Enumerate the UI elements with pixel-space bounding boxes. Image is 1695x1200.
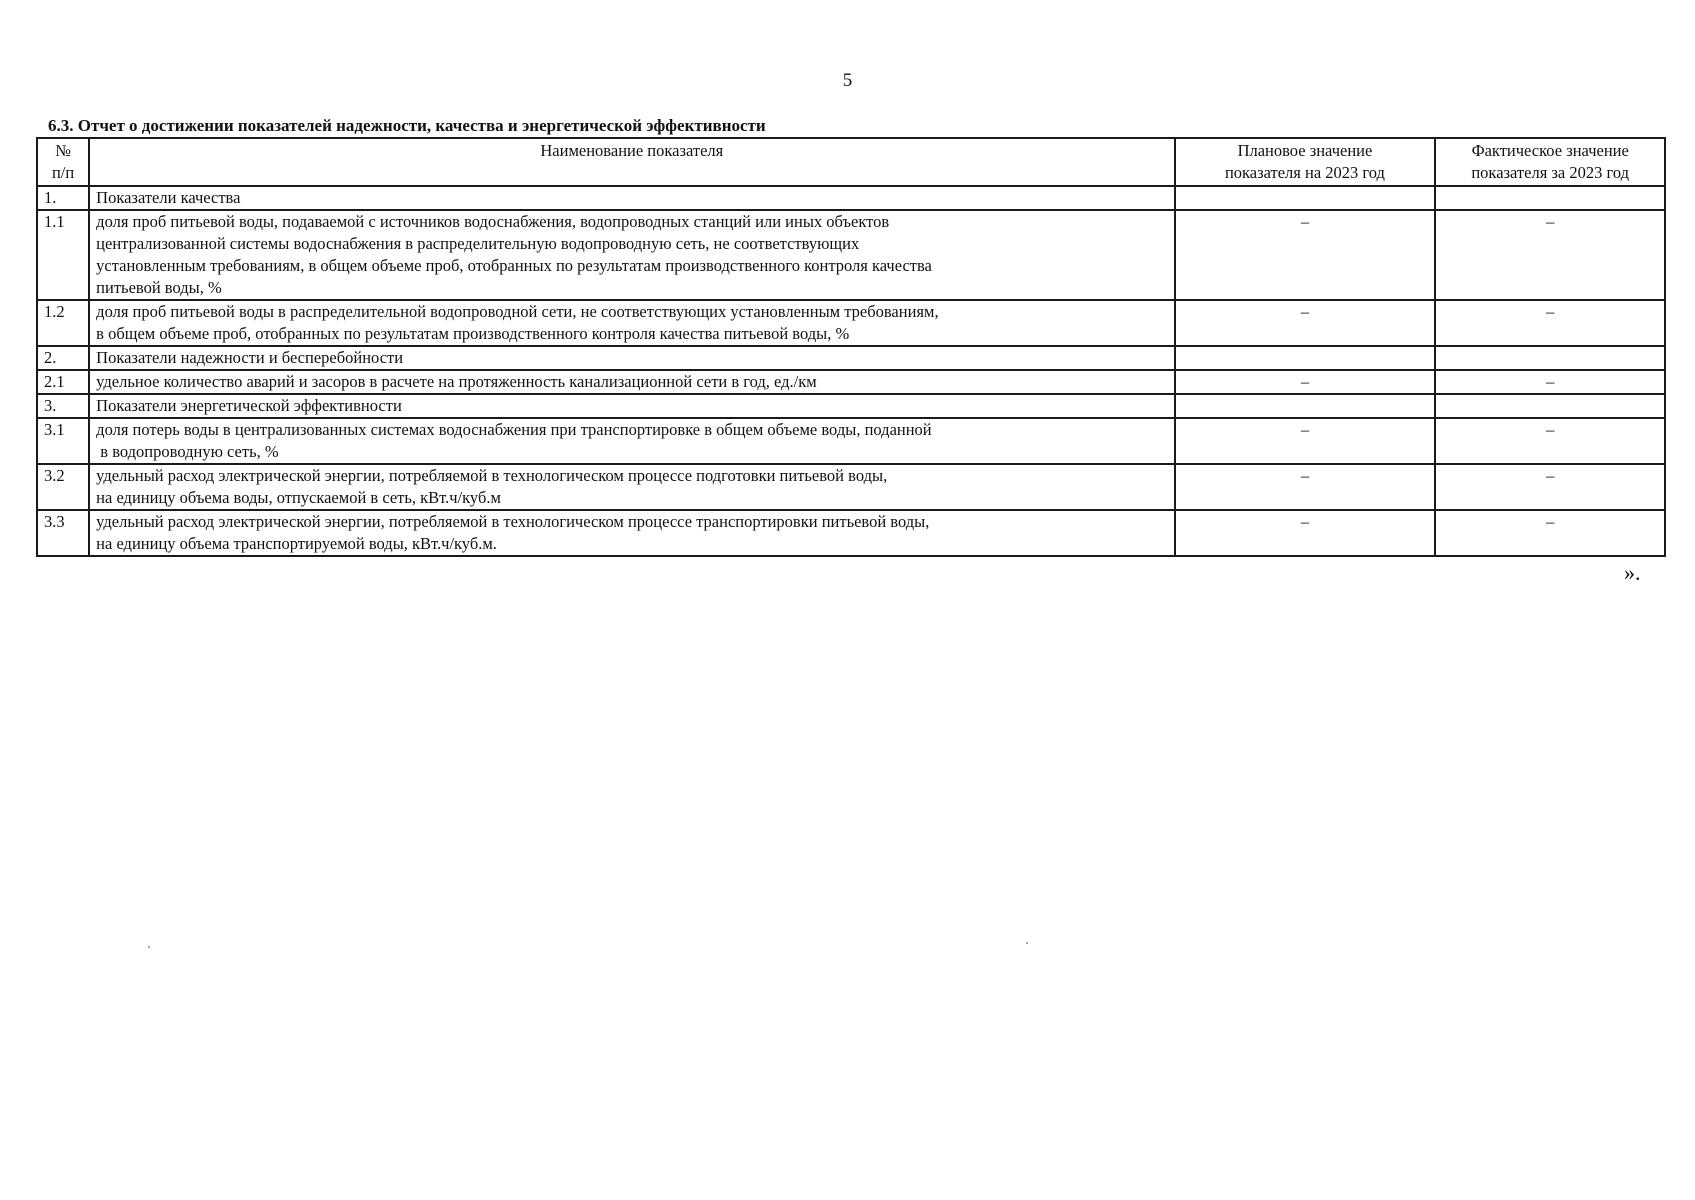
fact-value: – [1435,370,1665,394]
fact-value: – [1435,418,1665,464]
plan-value: – [1175,418,1436,464]
section-title: 6.3. Отчет о достижении показателей надежности, качества и энергетической эффективности [48,116,766,135]
indicator-name-line: на единицу объема транспортируемой воды, кВт.ч/куб.м. [96,534,497,553]
header-fact-line1: Фактическое значение [1471,141,1629,160]
row-number: 3. [37,394,89,418]
indicator-name-line: централизованной системы водоснабжения в распределительную водопроводную сеть, не соответствующих [96,234,860,253]
plan-value: – [1175,300,1436,346]
table-row [37,370,1665,394]
table-body [37,186,1665,556]
fact-value [1435,186,1665,210]
table-row [37,300,1665,346]
indicators-table [36,137,1666,557]
scan-speck [148,946,150,948]
row-number: 1.2 [37,300,89,346]
indicator-name [89,418,1174,464]
indicator-name-line: Показатели энергетической эффективности [96,396,402,415]
table-row [37,210,1665,300]
header-plan-line2: показателя на 2023 год [1224,163,1385,182]
indicator-name [89,186,1174,210]
table-row [37,346,1665,370]
table-row [37,418,1665,464]
header-num [37,138,89,186]
indicator-name-line: питьевой воды, % [96,278,222,297]
fact-value [1435,394,1665,418]
row-number: 3.3 [37,510,89,556]
indicator-name-line: Показатели надежности и бесперебойности [96,348,404,367]
indicator-name [89,464,1174,510]
header-name: Наименование показателя [89,138,1174,186]
plan-value [1175,394,1436,418]
header-num-line1: № [55,141,71,160]
indicator-name-line: установленным требованиям, в общем объеме проб, отобранных по результатам производственного контроля качества [96,256,932,275]
row-number: 3.2 [37,464,89,510]
row-number: 2.1 [37,370,89,394]
table-row [37,464,1665,510]
indicator-name [89,394,1174,418]
page-number: 5 [842,70,853,91]
row-number: 1.1 [37,210,89,300]
indicator-name-line: в водопроводную сеть, % [96,442,279,461]
table-row [37,510,1665,556]
table-row [37,394,1665,418]
indicator-name-line: доля проб питьевой воды, подаваемой с источников водоснабжения, водопроводных станций или иных объектов [96,212,890,231]
plan-value: – [1175,510,1436,556]
table-header-row [37,138,1665,186]
indicator-name-line: доля проб питьевой воды в распределительной водопроводной сети, не соответствующих установленным требованиям, [96,302,939,321]
plan-value [1175,346,1436,370]
row-number: 2. [37,346,89,370]
header-plan-line1: Плановое значение [1237,141,1373,160]
header-num-line2: п/п [51,163,75,182]
row-number: 1. [37,186,89,210]
fact-value: – [1435,510,1665,556]
indicator-name [89,510,1174,556]
header-fact-line2: показателя за 2023 год [1471,163,1630,182]
indicator-name-line: доля потерь воды в централизованных системах водоснабжения при транспортировке в общем объеме воды, поданной [96,420,932,439]
indicator-name-line: удельное количество аварий и засоров в расчете на протяженность канализационной сети в год, ед./км [96,372,817,391]
row-number: 3.1 [37,418,89,464]
fact-value: – [1435,300,1665,346]
plan-value [1175,186,1436,210]
fact-value: – [1435,210,1665,300]
indicator-name [89,300,1174,346]
header-plan [1175,138,1436,186]
plan-value: – [1175,464,1436,510]
indicator-name [89,210,1174,300]
table-row [37,186,1665,210]
closing-quote: ». [1624,560,1641,585]
indicator-name [89,370,1174,394]
indicator-name-line: удельный расход электрической энергии, потребляемой в технологическом процессе подготовки питьевой воды, [96,466,888,485]
indicator-name [89,346,1174,370]
indicator-name-line: удельный расход электрической энергии, потребляемой в технологическом процессе транспортировки питьевой воды, [96,512,930,531]
plan-value: – [1175,370,1436,394]
plan-value: – [1175,210,1436,300]
fact-value [1435,346,1665,370]
indicator-name-line: в общем объеме проб, отобранных по результатам производственного контроля качества питьевой воды, % [96,324,850,343]
indicator-name-line: Показатели качества [96,188,241,207]
header-fact [1435,138,1665,186]
fact-value: – [1435,464,1665,510]
scan-speck [1026,942,1028,944]
indicator-name-line: на единицу объема воды, отпускаемой в сеть, кВт.ч/куб.м [96,488,501,507]
